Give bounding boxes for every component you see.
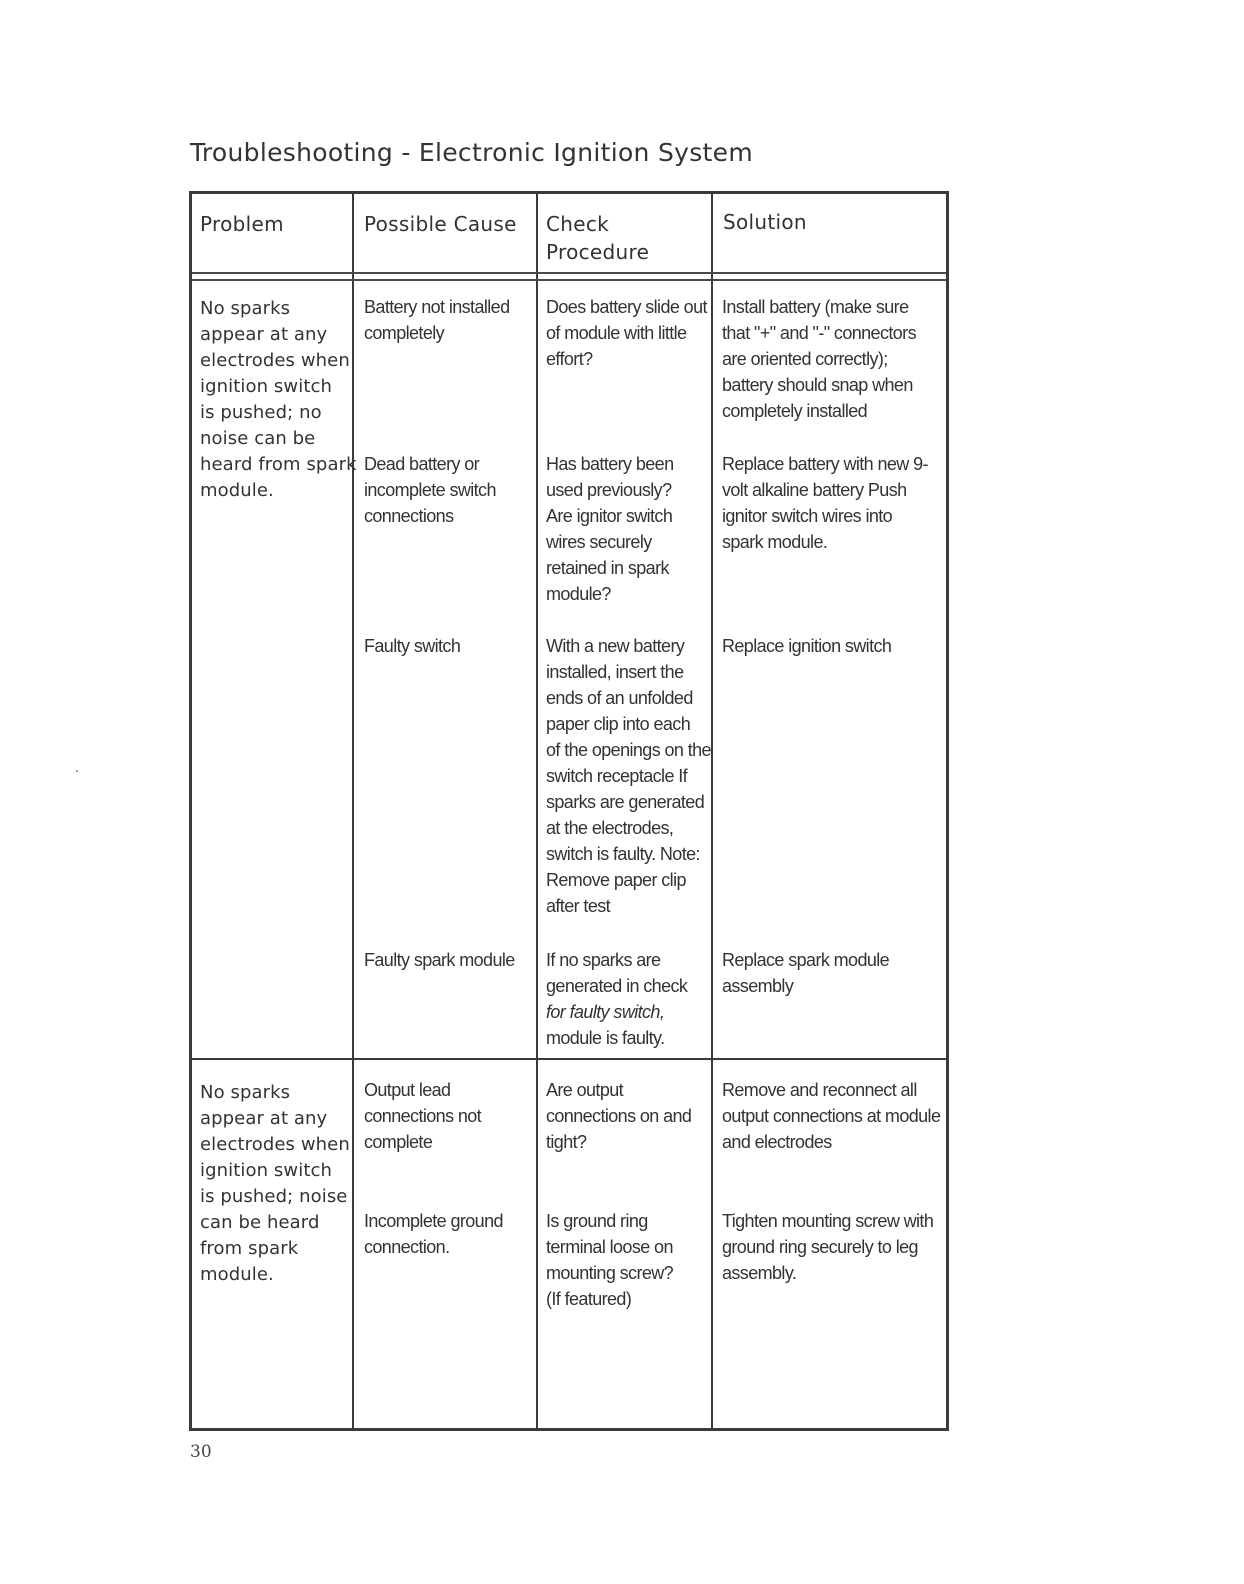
page-number: 30 xyxy=(190,1442,212,1462)
cause-cell xyxy=(364,1077,481,1155)
text-line: module. xyxy=(200,480,274,501)
problem-cell xyxy=(200,296,357,504)
problem-cell xyxy=(200,1080,350,1288)
solution-cell xyxy=(722,1208,933,1286)
scan-speck xyxy=(76,770,78,772)
text-line: after test xyxy=(546,896,611,916)
text-line: No sparks xyxy=(200,298,291,319)
text-line: installed, insert the xyxy=(546,662,684,682)
header-line: Solution xyxy=(723,210,807,234)
solution-cell xyxy=(722,294,916,424)
check-cell xyxy=(546,947,687,1051)
text-line: Does battery slide out xyxy=(546,297,707,317)
text-line: is pushed; no xyxy=(200,402,322,423)
row-divider xyxy=(192,1058,352,1060)
text-line: (If featured) xyxy=(546,1289,632,1309)
text-line: Output lead xyxy=(364,1080,451,1100)
check-cell xyxy=(546,451,673,607)
text-line: of module with little xyxy=(546,323,687,343)
text-line: completely xyxy=(364,323,445,343)
text-line: retained in spark xyxy=(546,558,669,578)
check-cell xyxy=(546,633,711,919)
text-line: module. xyxy=(200,1264,274,1285)
page-title: Troubleshooting - Electronic Ignition System xyxy=(190,138,753,167)
text-line: Faulty spark module xyxy=(364,950,515,970)
text-line: that "+" and "-" connectors xyxy=(722,323,916,343)
text-line: electrodes when xyxy=(200,350,350,371)
header-possible-cause xyxy=(364,210,517,238)
text-line: Replace spark module xyxy=(722,950,890,970)
solution-cell xyxy=(722,633,891,659)
text-line: electrodes when xyxy=(200,1134,350,1155)
text-line: ignitor switch wires into xyxy=(722,506,893,526)
text-line: connections on and xyxy=(546,1106,692,1126)
text-line: Tighten mounting screw with xyxy=(722,1211,934,1231)
header-separator xyxy=(192,272,946,281)
text-line: If no sparks are xyxy=(546,950,661,970)
text-line: Replace ignition switch xyxy=(722,636,892,656)
text-line: With a new battery xyxy=(546,636,685,656)
text-line: of the openings on the xyxy=(546,740,711,760)
text-line: paper clip into each xyxy=(546,714,691,734)
text-line: terminal loose on xyxy=(546,1237,673,1257)
cause-cell xyxy=(364,1208,503,1260)
text-line: battery should snap when xyxy=(722,375,913,395)
text-line: appear at any xyxy=(200,324,328,345)
cause-cell xyxy=(364,633,460,659)
text-line: is pushed; noise xyxy=(200,1186,348,1207)
text-line: ends of an unfolded xyxy=(546,688,693,708)
check-cell xyxy=(546,294,707,372)
text-line: for faulty switch, xyxy=(546,1002,665,1022)
text-line: volt alkaline battery Push xyxy=(722,480,907,500)
header-check-procedure xyxy=(546,210,649,266)
text-line: module is faulty. xyxy=(546,1028,665,1048)
text-line: connection. xyxy=(364,1237,450,1257)
header-line: Check xyxy=(546,212,610,236)
row-divider xyxy=(352,1058,946,1060)
text-line: assembly. xyxy=(722,1263,797,1283)
text-line: ground ring securely to leg xyxy=(722,1237,918,1257)
text-line: module? xyxy=(546,584,611,604)
text-line: switch receptacle If xyxy=(546,766,688,786)
cause-cell xyxy=(364,451,496,529)
text-line: ignition switch xyxy=(200,1160,332,1181)
text-line: appear at any xyxy=(200,1108,328,1129)
cause-cell xyxy=(364,947,515,973)
text-line: assembly xyxy=(722,976,794,996)
check-cell xyxy=(546,1208,673,1312)
text-line: output connections at module xyxy=(722,1106,941,1126)
text-line: effort? xyxy=(546,349,593,369)
text-line: complete xyxy=(364,1132,433,1152)
text-line: at the electrodes, xyxy=(546,818,674,838)
text-line: Are ignitor switch xyxy=(546,506,673,526)
text-line: Replace battery with new 9- xyxy=(722,454,928,474)
text-line: sparks are generated xyxy=(546,792,705,812)
text-line: Remove and reconnect all xyxy=(722,1080,917,1100)
text-line: are oriented correctly); xyxy=(722,349,888,369)
header-problem xyxy=(200,210,284,238)
text-line: Remove paper clip xyxy=(546,870,686,890)
text-line: tight? xyxy=(546,1132,587,1152)
text-line: spark module. xyxy=(722,532,828,552)
check-cell xyxy=(546,1077,691,1155)
column-divider xyxy=(536,194,538,1428)
column-divider xyxy=(711,194,713,1428)
text-line: Faulty switch xyxy=(364,636,461,656)
text-line: No sparks xyxy=(200,1082,291,1103)
header-solution xyxy=(723,208,807,236)
solution-cell xyxy=(722,1077,940,1155)
text-line: connections xyxy=(364,506,454,526)
text-line: wires securely xyxy=(546,532,652,552)
header-line: Procedure xyxy=(546,240,650,264)
text-line: Has battery been xyxy=(546,454,674,474)
troubleshooting-table xyxy=(189,191,949,1431)
text-line: ignition switch xyxy=(200,376,332,397)
header-line: Problem xyxy=(200,212,284,236)
text-line: Are output xyxy=(546,1080,624,1100)
text-line: switch is faulty. Note: xyxy=(546,844,700,864)
text-line: completely installed xyxy=(722,401,868,421)
text-line: Install battery (make sure xyxy=(722,297,909,317)
cause-cell xyxy=(364,294,510,346)
solution-cell xyxy=(722,947,889,999)
text-line: from spark xyxy=(200,1238,299,1259)
text-line: Is ground ring xyxy=(546,1211,648,1231)
header-line: Possible Cause xyxy=(364,212,517,236)
text-line: noise can be xyxy=(200,428,316,449)
text-line: incomplete switch xyxy=(364,480,496,500)
text-line: Dead battery or xyxy=(364,454,480,474)
text-line: Incomplete ground xyxy=(364,1211,503,1231)
text-line: and electrodes xyxy=(722,1132,832,1152)
text-line: connections not xyxy=(364,1106,482,1126)
solution-cell xyxy=(722,451,928,555)
text-line: used previously? xyxy=(546,480,672,500)
text-line: Battery not installed xyxy=(364,297,510,317)
text-line: mounting screw? xyxy=(546,1263,674,1283)
text-line: generated in check xyxy=(546,976,688,996)
text-line: heard from spark xyxy=(200,454,357,475)
text-line: can be heard xyxy=(200,1212,320,1233)
